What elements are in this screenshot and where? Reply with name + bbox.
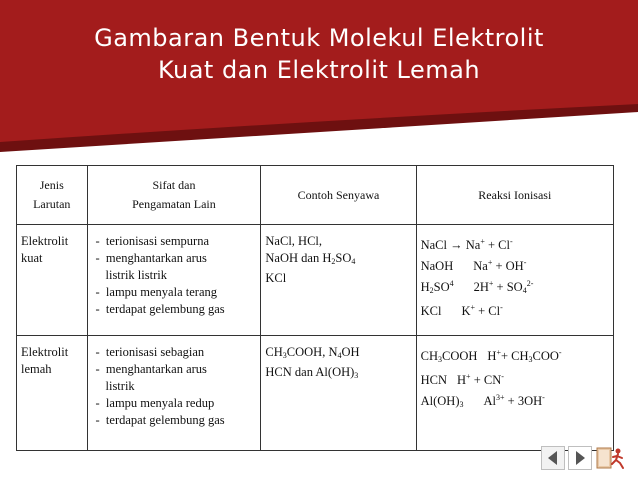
header-contoh-senyawa: Contoh Senyawa [261, 166, 416, 225]
table-row [17, 225, 614, 336]
list-item-continuation: listrik [105, 379, 135, 393]
list-item: - menghantarkan arus [95, 251, 207, 265]
cell-jenis: Elektrolit kuat [17, 225, 88, 336]
cell-contoh: $CH_3COOH$, $N_4OH$ HCN dan $Al(OH)_3$ [261, 336, 416, 451]
cell-sifat [87, 225, 261, 336]
next-slide-button[interactable] [568, 446, 592, 470]
exit-button[interactable] [596, 446, 628, 470]
electrolyte-table [16, 165, 614, 455]
list-item: - menghantarkan arus [95, 362, 207, 376]
slide-title-line2: Kuat dan Elektrolit Lemah [157, 56, 481, 84]
arrow-left-icon [542, 447, 564, 469]
cell-jenis: Elektrolit lemah [17, 336, 88, 451]
header-sifat: Sifat dan Pengamatan Lain [87, 166, 261, 225]
arrow-right-icon [569, 447, 591, 469]
list-item: - terionisasi sebagian [95, 345, 205, 359]
header-jenis-larutan: Jenis Larutan [17, 166, 88, 225]
cell-contoh: NaCl, HCl, NaOH dan $H_2SO_4$ KCl [261, 225, 416, 336]
list-item: - lampu menyala terang [95, 285, 217, 299]
cell-reaksi: $CH_3COOH$ $H^++ CH_3COO^-$ HCN H+ + CN- $Al(OH)_3$ $Al^{3+} + 3OH^-$ [416, 336, 613, 451]
list-item: - lampu menyala redup [95, 396, 215, 410]
slide-title-line1: Gambaran Bentuk Molekul Elektrolit [94, 24, 544, 52]
list-item-continuation: listrik listrik [105, 268, 167, 282]
table-row [17, 336, 614, 451]
exit-runner-icon [596, 446, 628, 470]
list-item: - terdapat gelembung gas [95, 413, 225, 427]
cell-sifat [87, 336, 261, 451]
cell-reaksi: NaCl → Na+ + Cl- NaOH Na+ + OH- $H_2SO^4$ $2H^+ + SO_4^{2-}$ KCl K+ + Cl- [416, 225, 613, 336]
table-header-row [17, 166, 614, 225]
slide-title [0, 22, 638, 86]
prev-slide-button[interactable] [541, 446, 565, 470]
list-item: - terdapat gelembung gas [95, 302, 225, 316]
list-item: - terionisasi sempurna [95, 234, 210, 248]
header-reaksi-ionisasi: Reaksi Ionisasi [416, 166, 613, 225]
